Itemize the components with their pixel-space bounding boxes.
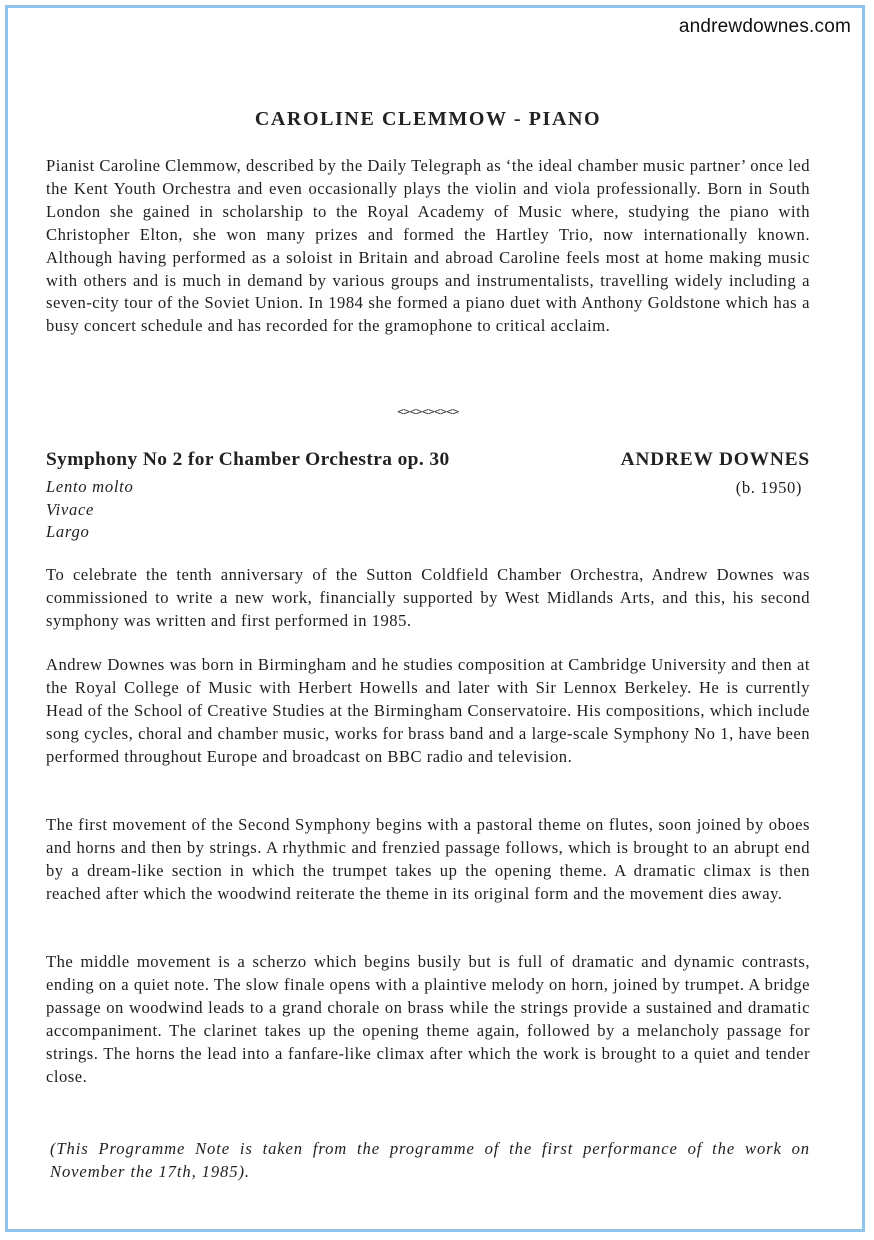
note-paragraph-1: To celebrate the tenth anniversary of the Sutton Coldfield Chamber Orchestra, Andrew Downes was commissioned to write a new work, financially supported by West Midlands Arts, and this, his second symphony was written and first performed in 1985.: [46, 565, 810, 630]
section-divider: <><><><><>: [397, 405, 459, 418]
bio-paragraph: Pianist Caroline Clemmow, described by the Daily Telegraph as ‘the ideal chamber music partner’ once led the Kent Youth Orchestra and even occasionally plays the violin and viola professionally. Born in South London she gained in scholarship to the Royal Academy of Music where, studying the piano with Christopher Elton, she won many prizes and formed the Hartley Trio, now internationally known. Although having performed as a soloist in Britain and abroad Caroline feels most at home making music with others and is much in demand by various groups and instrumentalists, travelling widely including a seven-city tour of the Soviet Union. In 1984 she formed a piano duet with Anthony Goldstone which has a busy concert schedule and has recorded for the gramophone to critical acclaim.: [46, 156, 810, 336]
note-paragraph-2: Andrew Downes was born in Birmingham and he studies composition at Cambridge University and then at the Royal College of Music with Herbert Howells and later with Sir Lennox Berkeley. He is currently Head of the School of Creative Studies at the Birmingham Conservatoire. His compositions, which include song cycles, choral and chamber music, works for brass band and a large-scale Symphony No 1, have been performed throughout Europe and broadcast on BBC radio and television.: [46, 655, 810, 766]
movement-1: Lento molto: [46, 477, 134, 496]
movement-3: Largo: [46, 522, 90, 542]
movement-list: [46, 476, 133, 544]
composer-dates: (b. 1950): [735, 478, 802, 497]
bio-heading: CAROLINE CLEMMOW - PIANO: [254, 108, 602, 130]
composer-name: ANDREW DOWNES: [620, 449, 810, 470]
note-paragraph-3: The first movement of the Second Symphony begins with a pastoral theme on flutes, soon joined by oboes and horns and then by strings. A rhythmic and frenzied passage follows, which is brought to an abrupt end by a dream-like section in which the trumpet takes up the opening theme. A dramatic climax is then reached after which the woodwind reiterate the theme in its original form and the movement dies away.: [46, 815, 810, 903]
note-paragraph-4: The middle movement is a scherzo which begins busily but is full of dramatic and dynamic contrasts, ending on a quiet note. The slow finale opens with a plaintive melody on horn, joined by trumpet. A bridge passage on woodwind leads to a grand chorale on brass while the strings provide a sustained and dramatic accompaniment. The clarinet takes up the opening theme again, followed by a melancholy passage for strings. The horns the lead into a fanfare-like climax after which the work is brought to a quiet and tender close.: [46, 952, 810, 1086]
work-title: Symphony No 2 for Chamber Orchestra op. 30: [46, 449, 450, 470]
movement-2: Vivace: [46, 499, 95, 519]
site-url[interactable]: andrewdownes.com: [678, 16, 851, 37]
programme-footnote: (This Programme Note is taken from the programme of the first performance of the work on November the 17th, 1985).: [50, 1139, 810, 1181]
